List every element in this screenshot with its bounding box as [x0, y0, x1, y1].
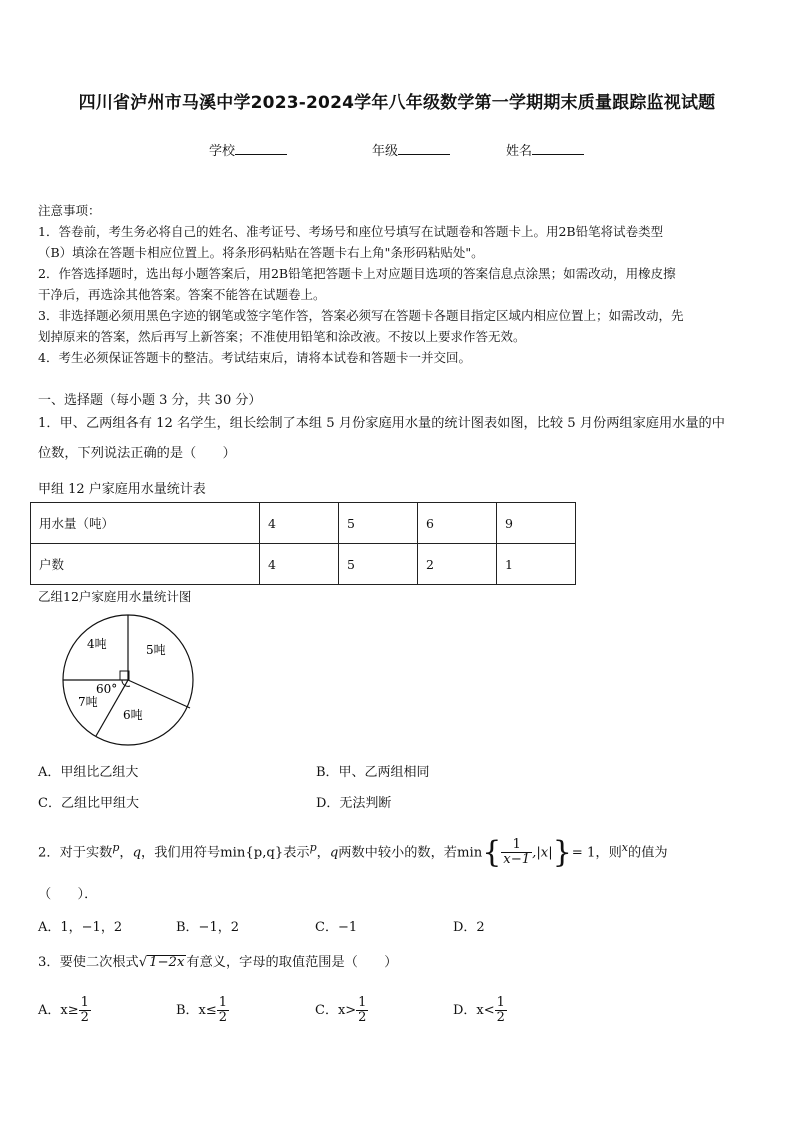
- q2-text: ，: [316, 845, 330, 861]
- fraction-numerator: 1: [501, 838, 532, 853]
- school-label: 学校: [209, 144, 236, 159]
- notice-line: 2．作答选择题时，选出每小题答案后，用2B铅笔把答题卡上对应题目选项的答案信息点涂黑；如需改动，用橡皮擦: [38, 266, 676, 281]
- notice-line: 划掉原来的答案，然后再写上新答案；不准使用铅笔和涂改液。不按以上要求作答无效。: [38, 329, 526, 344]
- option-fraction: [79, 996, 91, 1025]
- fraction-denominator: 2: [358, 1010, 367, 1025]
- grade-blank: [398, 141, 450, 155]
- table-cell: 6: [418, 503, 497, 544]
- q1-option-c[interactable]: C．乙组比甲组大: [38, 796, 139, 811]
- q3-option-a[interactable]: [38, 996, 91, 1025]
- slice-label-7t: 7吨: [78, 695, 98, 709]
- q2-abs-x: ,|x|: [532, 845, 553, 861]
- table-cell: 4: [260, 503, 339, 544]
- notice-block: [38, 200, 758, 368]
- option-label: D．x<: [453, 1003, 495, 1018]
- q2-text: ，我们用符号: [141, 845, 221, 861]
- name-blank: [532, 141, 584, 155]
- option-fraction: [217, 996, 229, 1025]
- q2-blank: （ ）．: [38, 887, 98, 902]
- q3-option-d[interactable]: [453, 996, 507, 1025]
- q2-fraction: [501, 838, 532, 867]
- fraction-denominator: x−1: [503, 852, 531, 868]
- q2-option-b[interactable]: B．−1，2: [176, 920, 239, 935]
- q2-var-q: q: [132, 845, 142, 861]
- q2-var-q: q: [329, 845, 339, 861]
- q3-text: 有意义，字母的取值范围是（ ）: [186, 955, 398, 970]
- notice-line: 1．答卷前，考生务必将自己的姓名、准考证号、考场号和座位号填写在试题卷和答题卡上。用2B铅笔将试卷类型: [38, 224, 664, 239]
- q2-min-symbol: min{p,q}: [220, 845, 284, 861]
- q2-text: 2．对于实数: [38, 845, 113, 861]
- slice-label-4t: 4吨: [87, 637, 107, 651]
- section-heading: 一、选择题（每小题 3 分，共 30 分）: [38, 393, 262, 408]
- table-cell: 4: [260, 544, 339, 585]
- q1-option-a[interactable]: A．甲组比乙组大: [38, 765, 139, 780]
- angle-label: 60°: [96, 682, 118, 696]
- q2-var-p: p: [309, 841, 317, 854]
- fraction-numerator: 1: [80, 995, 89, 1010]
- slice-label-5t: 5吨: [146, 643, 166, 657]
- notice-line: 4．考生必须保证答题卡的整洁。考试结束后，请将本试卷和答题卡一并交回。: [38, 350, 471, 365]
- q2-var-x: x: [621, 841, 629, 854]
- table-cell: 1: [497, 544, 576, 585]
- right-brace: }: [552, 834, 572, 870]
- school-blank: [235, 141, 287, 155]
- q1-line2: 位数，下列说法正确的是（ ）: [38, 446, 236, 461]
- q2-text: ，: [119, 845, 133, 861]
- sqrt-radicand: 1−2x: [149, 955, 185, 970]
- question-2-text: [38, 830, 758, 871]
- table-cell: 户数: [31, 544, 260, 585]
- question-3-text: [38, 948, 758, 978]
- q2-option-a[interactable]: A．1，−1，2: [38, 920, 123, 935]
- notice-line: 3．非选择题必须用黑色字迹的钢笔或签字笔作答，答案必须写在答题卡各题目指定区域内相应位置上；如需改动，先: [38, 308, 684, 323]
- q1-option-d[interactable]: D．无法判断: [316, 796, 392, 811]
- q2-min-word: min: [456, 845, 483, 861]
- school-field: [209, 140, 287, 159]
- notice-line: （B）填涂在答题卡相应位置上。将条形码粘贴在答题卡右上角"条形码粘贴处"。: [38, 245, 484, 260]
- q3-option-b[interactable]: [176, 996, 229, 1025]
- q2-text: ，则: [595, 845, 622, 861]
- q1-line1: 1．甲、乙两组各有 12 名学生，组长绘制了本组 5 月份家庭用水量的统计图表如图，比较 5 月份两组家庭用水量的中: [38, 416, 725, 431]
- table-caption: 甲组 12 户家庭用水量统计表: [38, 482, 206, 497]
- q2-var-p: p: [112, 841, 120, 854]
- grade-field: [372, 140, 450, 159]
- option-label: A．x≥: [38, 1003, 79, 1018]
- notice-line: 干净后，再选涂其他答案。答案不能答在试题卷上。: [38, 287, 326, 302]
- table-cell: 用水量（吨）: [31, 503, 260, 544]
- fraction-denominator: 2: [496, 1010, 505, 1025]
- slice-label-6t: 6吨: [123, 708, 143, 722]
- name-field: [506, 140, 584, 159]
- q2-option-d[interactable]: D．2: [453, 920, 485, 935]
- table-cell: 5: [339, 503, 418, 544]
- fraction-denominator: 2: [218, 1010, 228, 1025]
- q2-equals: = 1: [571, 845, 596, 861]
- q2-text: 表示: [283, 845, 310, 861]
- water-usage-table: [30, 502, 576, 585]
- student-info-fields: [0, 140, 794, 164]
- option-label: B．x≤: [176, 1003, 217, 1018]
- q3-text: 3．要使二次根式: [38, 955, 139, 970]
- grade-label: 年级: [372, 144, 399, 159]
- q3-option-c[interactable]: [315, 996, 368, 1025]
- table-cell: 5: [339, 544, 418, 585]
- q1-option-b[interactable]: B．甲、乙两组相同: [316, 765, 430, 780]
- fraction-denominator: 2: [80, 1010, 89, 1025]
- option-fraction: [356, 996, 368, 1025]
- page-title: 四川省泸州市马溪中学2023-2024学年八年级数学第一学期期末质量跟踪监视试题: [78, 93, 716, 113]
- pie-caption: 乙组12户家庭用水量统计图: [38, 589, 192, 604]
- table-row: [31, 503, 576, 544]
- notice-heading: 注意事项：: [38, 203, 101, 218]
- sqrt-symbol: √: [138, 955, 148, 970]
- question-1-text: [38, 409, 758, 469]
- table-cell: 2: [418, 544, 497, 585]
- fraction-numerator: 1: [358, 995, 367, 1010]
- name-label: 姓名: [506, 144, 533, 159]
- q2-option-c[interactable]: C．−1: [315, 920, 358, 935]
- fraction-numerator: 1: [218, 995, 228, 1010]
- q2-text: 两数中较小的数，若: [338, 845, 457, 861]
- pie-chart: [50, 608, 210, 753]
- q2-text: 的值为: [628, 845, 668, 861]
- fraction-numerator: 1: [496, 995, 505, 1010]
- table-cell: 9: [497, 503, 576, 544]
- pie-radius: [128, 680, 190, 708]
- table-row: [31, 544, 576, 585]
- left-brace: {: [482, 834, 502, 870]
- option-label: C．x>: [315, 1003, 357, 1018]
- option-fraction: [495, 996, 507, 1025]
